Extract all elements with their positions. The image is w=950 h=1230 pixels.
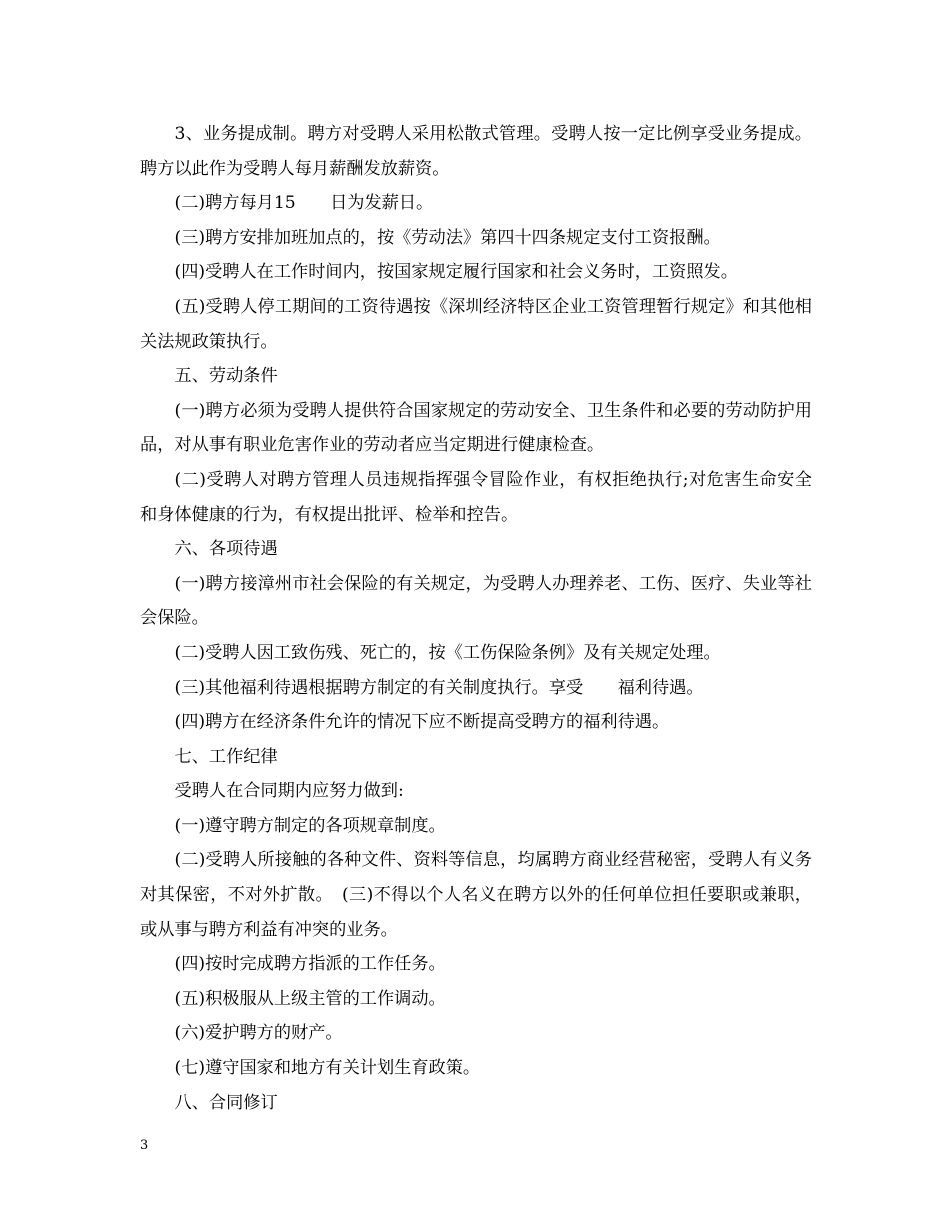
paragraph: (二)受聘人所接触的各种文件、资料等信息，均属聘方商业经营秘密，受聘人有义务对其保密，不对外扩散。 (三)不得以个人名义在聘方以外的任何单位担任要职或兼职，或从事与聘方利益有冲突的业务。 [140, 850, 812, 940]
paragraph: (七)遵守国家和地方有关计划生育政策。 [174, 1058, 481, 1079]
paragraph: 3、业务提成制。聘方对受聘人采用松散式管理。受聘人按一定比例享受业务提成。聘方以此作为受聘人每月薪酬发放薪资。 [140, 124, 812, 179]
document-body [140, 117, 812, 1120]
paragraph: (四)按时完成聘方指派的工作任务。 [174, 954, 446, 975]
section-heading: 五、劳动条件 [174, 366, 278, 387]
section-heading: 六、各项待遇 [174, 539, 278, 560]
paragraph: (二)聘方每月15 日为发薪日。 [174, 193, 434, 214]
paragraph: (三)其他福利待遇根据聘方制定的有关制度执行。享受 福利待遇。 [174, 677, 704, 698]
paragraph: (六)爱护聘方的财产。 [174, 1023, 343, 1044]
paragraph: 受聘人在合同期内应努力做到: [174, 781, 404, 802]
paragraph: (一)遵守聘方制定的各项规章制度。 [174, 815, 446, 836]
section-heading: 七、工作纪律 [174, 746, 278, 767]
paragraph: (二)受聘人因工致伤残、死亡的，按《工伤保险条例》及有关规定处理。 [174, 642, 721, 663]
paragraph: (四)受聘人在工作时间内，按国家规定履行国家和社会义务时，工资照发。 [174, 262, 738, 283]
paragraph: (一)聘方必须为受聘人提供符合国家规定的劳动安全、卫生条件和必要的劳动防护用品，对从事有职业危害作业的劳动者应当定期进行健康检查。 [140, 400, 812, 456]
paragraph: (五)积极服从上级主管的工作调动。 [174, 988, 446, 1009]
paragraph: (四)聘方在经济条件允许的情况下应不断提高受聘方的福利待遇。 [174, 712, 670, 733]
paragraph: (五)受聘人停工期间的工资待遇按《深圳经济特区企业工资管理暂行规定》和其他相关法规政策执行。 [140, 296, 812, 352]
page-number: 3 [140, 1138, 149, 1153]
paragraph: (三)聘方安排加班加点的，按《劳动法》第四十四条规定支付工资报酬。 [174, 227, 721, 248]
paragraph: (二)受聘人对聘方管理人员违规指挥强令冒险作业，有权拒绝执行;对危害生命安全和身体健康的行为，有权提出批评、检举和控告。 [140, 469, 812, 525]
section-heading: 八、合同修订 [174, 1092, 278, 1113]
paragraph: (一)聘方接漳州市社会保险的有关规定，为受聘人办理养老、工伤、医疗、失业等社会保险。 [140, 573, 812, 629]
